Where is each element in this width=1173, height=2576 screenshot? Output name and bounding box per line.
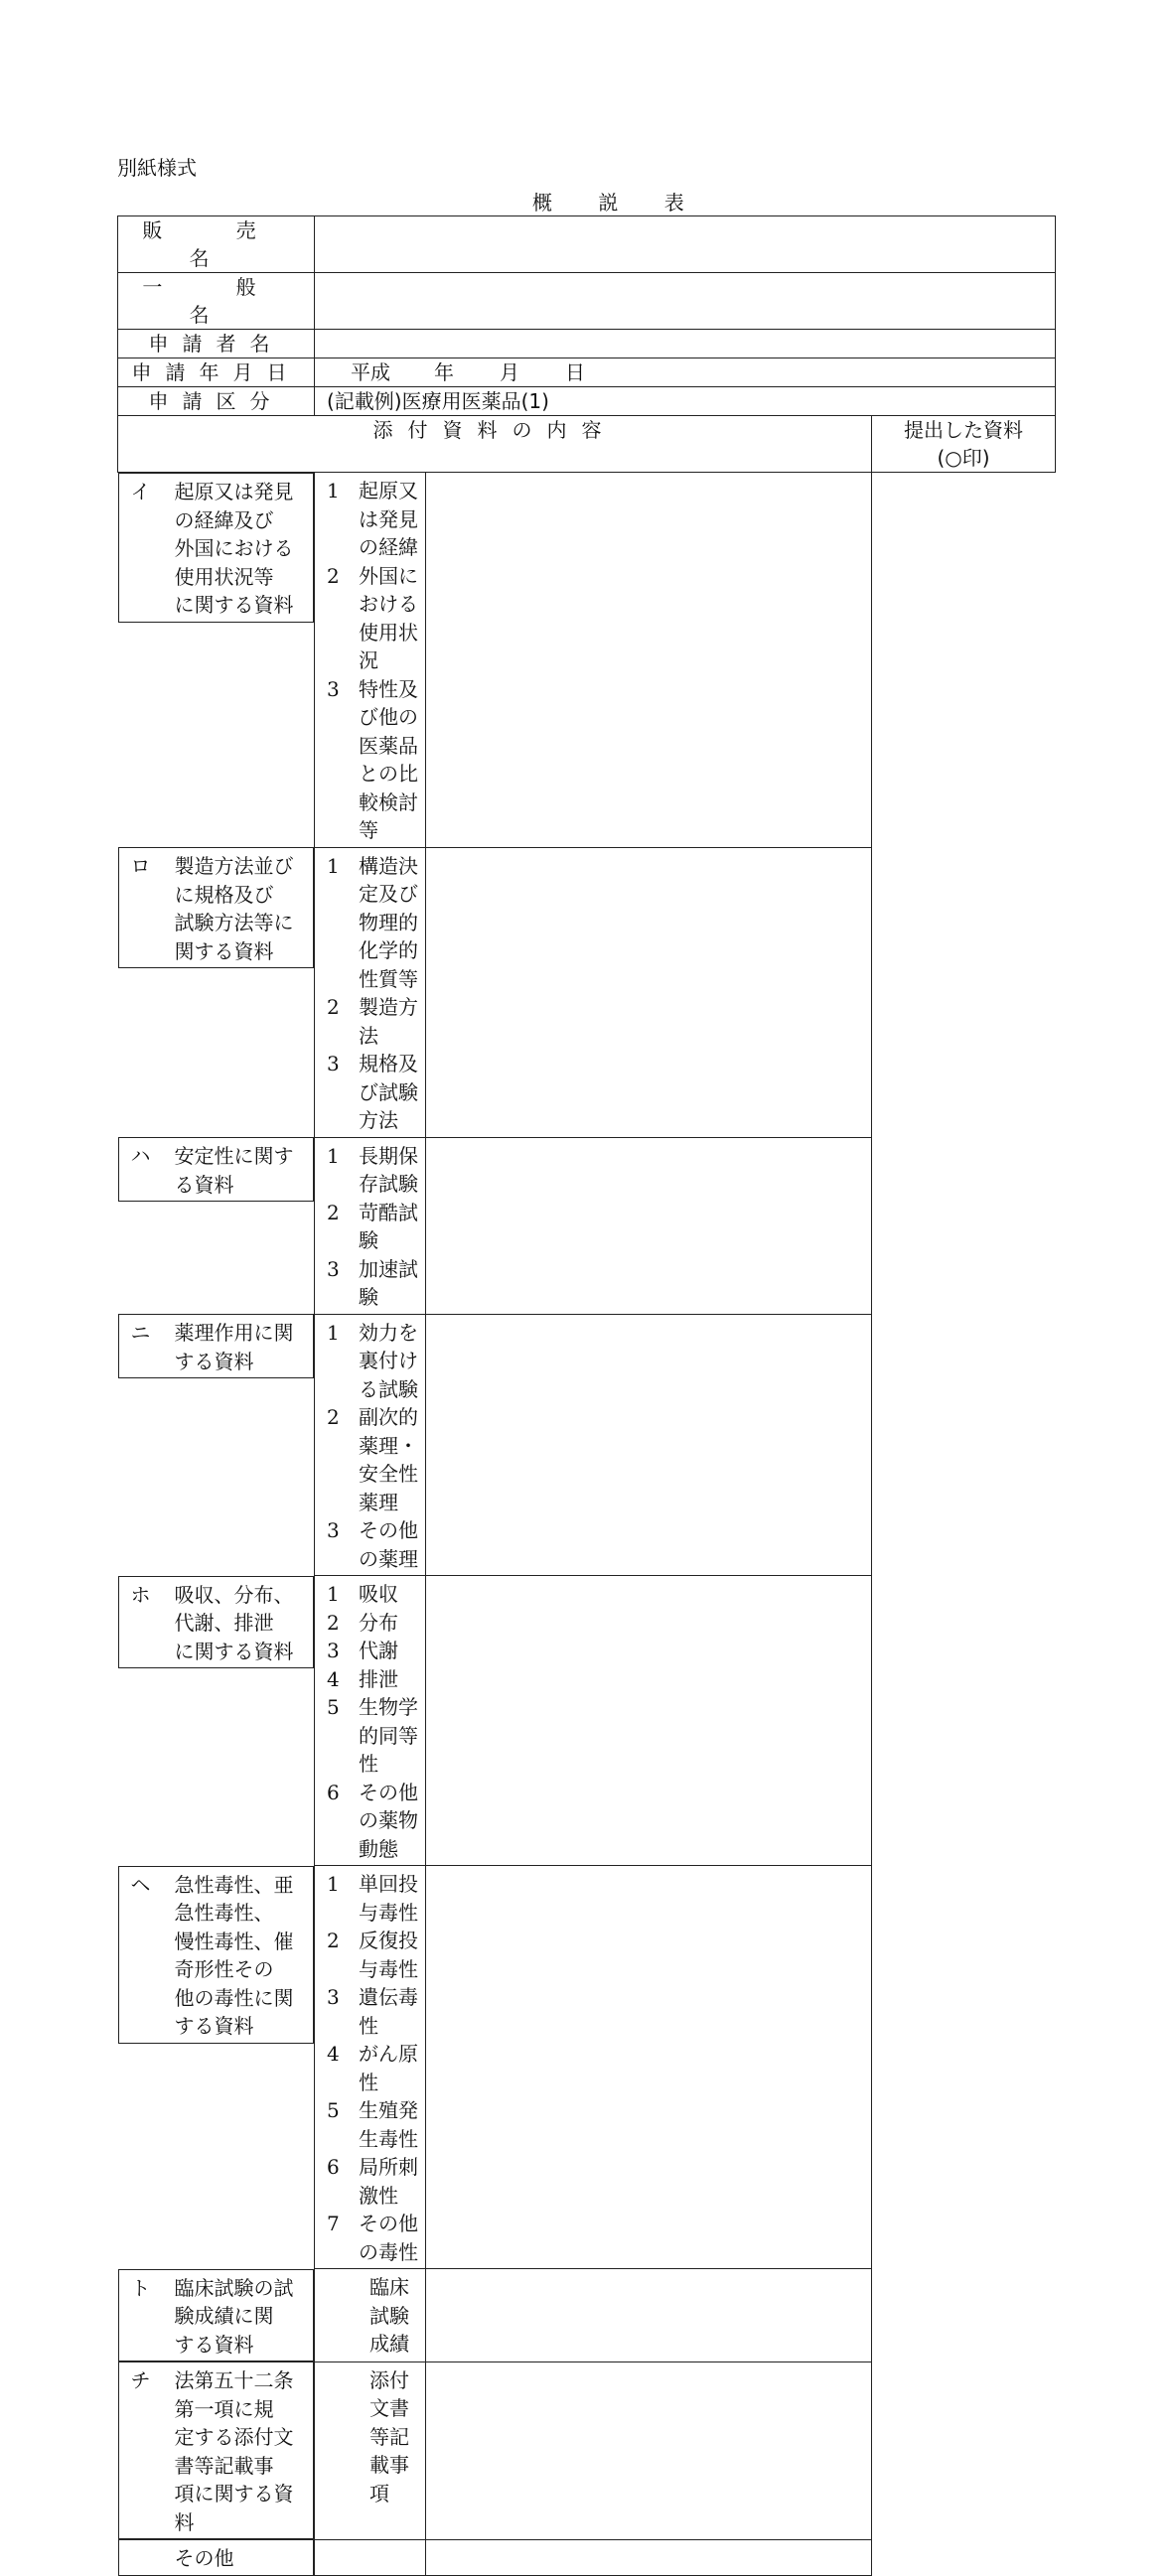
item-number: 2 xyxy=(327,995,340,1019)
item-number: 2 xyxy=(327,1200,340,1224)
item-number: 1 xyxy=(327,1143,340,1168)
list-item xyxy=(327,852,425,994)
category-cell xyxy=(118,2361,315,2539)
item-text: その他の薬物動態 xyxy=(359,1780,418,1861)
item-text: 製造方法 xyxy=(359,995,418,1048)
item-number: 6 xyxy=(327,2155,340,2179)
submitted-mark-cell[interactable] xyxy=(426,2269,872,2362)
list-item xyxy=(327,477,425,562)
category-label: その他 xyxy=(174,2546,234,2570)
item-number: 5 xyxy=(327,2098,340,2122)
submitted-header-line1: 提出した資料 xyxy=(904,418,1023,442)
list-item xyxy=(327,1403,425,1516)
application-category-value: (記載例)医療用医薬品(1) xyxy=(315,387,1056,416)
list-item xyxy=(327,1665,425,1694)
list-item xyxy=(327,1927,425,1983)
list-item xyxy=(327,2366,425,2508)
item-number: 1 xyxy=(327,1320,340,1345)
date-month: 月 xyxy=(500,360,519,384)
item-text: 遺伝毒性 xyxy=(359,1985,418,2038)
application-date-label: 申請年月日 xyxy=(118,358,315,387)
item-text: 特性及び他の医薬品との比較検討等 xyxy=(359,676,418,842)
list-item xyxy=(327,1580,425,1609)
category-letter: チ xyxy=(130,2368,151,2392)
submitted-mark-cell[interactable] xyxy=(426,1866,872,2269)
item-number: 1 xyxy=(327,479,340,502)
attachments-content-header: 添付資料の内容 xyxy=(118,416,872,473)
item-text: 外国における使用状況 xyxy=(359,563,418,672)
submitted-mark-cell[interactable] xyxy=(426,473,872,848)
item-text: 効力を裏付ける試験 xyxy=(359,1320,418,1401)
summary-table xyxy=(117,215,1056,2576)
generic-name-row xyxy=(118,273,1056,330)
category-items xyxy=(315,1576,426,1866)
item-text: 添付文書等記載事項 xyxy=(369,2367,409,2505)
category-letter: ロ xyxy=(130,854,151,878)
category-row xyxy=(118,473,1056,848)
sale-name-label: 販 売 名 xyxy=(118,216,315,273)
item-number: 5 xyxy=(327,1695,340,1719)
item-text: 長期保存試験 xyxy=(359,1143,418,1196)
sale-name-row xyxy=(118,216,1056,273)
category-cell xyxy=(118,473,315,623)
item-number: 2 xyxy=(327,1405,340,1429)
document-title: 概 説 表 xyxy=(532,191,704,215)
item-number: 1 xyxy=(327,853,340,878)
submitted-header-line2: (○印) xyxy=(937,446,990,470)
item-number: 3 xyxy=(327,1256,340,1281)
list-item xyxy=(327,2273,425,2359)
date-era: 平成 xyxy=(351,360,390,384)
item-number: 3 xyxy=(327,1639,340,1662)
item-number: 7 xyxy=(327,2212,340,2235)
item-text: 規格及び試験方法 xyxy=(359,1052,418,1132)
category-label: 急性毒性、亜急性毒性、 慢性毒性、催奇形性その 他の毒性に関する資料 xyxy=(174,1872,294,2038)
item-number: 3 xyxy=(327,1052,340,1075)
generic-name-label: 一 般 名 xyxy=(118,273,315,330)
category-cell xyxy=(118,1137,315,1202)
category-letter: イ xyxy=(130,480,151,503)
submitted-mark-cell[interactable] xyxy=(426,2539,872,2576)
category-items xyxy=(315,847,426,1137)
applicant-value[interactable] xyxy=(315,330,1056,358)
category-cell xyxy=(118,2269,315,2362)
category-label: 臨床試験の試験成績に関 する資料 xyxy=(174,2275,294,2357)
category-letter: ト xyxy=(130,2275,151,2300)
category-row xyxy=(118,1576,1056,1866)
category-row xyxy=(118,2361,1056,2539)
list-item xyxy=(327,562,425,675)
category-items xyxy=(315,2539,426,2576)
item-number: 1 xyxy=(327,1582,340,1606)
item-number: 6 xyxy=(327,1780,340,1804)
item-text: 局所刺激性 xyxy=(359,2155,418,2208)
item-text: その他の薬理 xyxy=(359,1518,418,1571)
category-letter xyxy=(131,2544,175,2573)
category-label: 製造方法並びに規格及び 試験方法等に関する資料 xyxy=(174,854,294,963)
date-day: 日 xyxy=(565,360,585,384)
item-text: 生殖発生毒性 xyxy=(359,2098,418,2151)
application-date-row xyxy=(118,358,1056,387)
list-item xyxy=(327,2210,425,2266)
category-items xyxy=(315,1137,426,1314)
attachments-header-row xyxy=(118,416,1056,473)
item-number: 3 xyxy=(327,1518,340,1542)
list-item xyxy=(327,2153,425,2210)
category-cell xyxy=(118,2539,315,2576)
submitted-mark-cell[interactable] xyxy=(426,847,872,1137)
form-name: 別紙様式 xyxy=(117,156,197,180)
list-item xyxy=(327,993,425,1050)
item-text: 苛酷試験 xyxy=(359,1200,418,1252)
sale-name-value[interactable] xyxy=(315,216,1056,273)
category-row xyxy=(118,2539,1056,2576)
category-items xyxy=(315,1866,426,2269)
submitted-mark-cell[interactable] xyxy=(426,2361,872,2539)
application-category-label: 申請区分 xyxy=(118,387,315,416)
item-text: 単回投与毒性 xyxy=(359,1872,418,1925)
list-item xyxy=(327,1779,425,1864)
item-text: 生物学的同等性 xyxy=(359,1695,418,1776)
generic-name-value[interactable] xyxy=(315,273,1056,330)
category-row xyxy=(118,1137,1056,1314)
category-cell xyxy=(118,1576,315,1669)
date-year: 年 xyxy=(434,360,454,384)
list-item xyxy=(327,1050,425,1135)
item-text: 排泄 xyxy=(359,1666,398,1691)
item-text: 吸収 xyxy=(359,1582,398,1606)
category-label: 法第五十二条第一項に規 定する添付文書等記載事 項に関する資料 xyxy=(174,2368,294,2534)
category-items xyxy=(315,2269,426,2362)
category-row xyxy=(118,1314,1056,1576)
item-number: 2 xyxy=(327,563,340,588)
list-item xyxy=(327,2040,425,2096)
category-items xyxy=(315,2361,426,2539)
category-row xyxy=(118,847,1056,1137)
submitted-header xyxy=(872,416,1056,473)
item-text: 反復投与毒性 xyxy=(359,1929,418,1981)
applicant-label: 申請者名 xyxy=(118,330,315,358)
list-item xyxy=(327,1609,425,1638)
item-text: がん原性 xyxy=(359,2042,418,2094)
applicant-row xyxy=(118,330,1056,358)
item-number: 3 xyxy=(327,676,340,701)
category-cell xyxy=(118,847,315,968)
item-text: 起原又は発見の経緯 xyxy=(359,479,418,559)
application-date-value[interactable] xyxy=(315,358,1056,387)
list-item xyxy=(327,2096,425,2153)
item-text: 代謝 xyxy=(359,1639,398,1662)
submitted-mark-cell[interactable] xyxy=(426,1576,872,1866)
item-number: 3 xyxy=(327,1985,340,2009)
category-cell xyxy=(118,1314,315,1378)
category-row xyxy=(118,2269,1056,2362)
item-number: 2 xyxy=(327,1610,340,1635)
item-text: 分布 xyxy=(359,1610,398,1635)
category-letter: ハ xyxy=(130,1144,151,1168)
category-letter: ヘ xyxy=(130,1872,151,1897)
item-text: 臨床試験成績 xyxy=(369,2275,409,2356)
category-label: 薬理作用に関する資料 xyxy=(174,1321,294,1373)
item-text: その他の毒性 xyxy=(359,2212,418,2264)
category-letter: ホ xyxy=(130,1582,151,1607)
submitted-mark-cell[interactable] xyxy=(426,1137,872,1314)
category-label: 安定性に関する資料 xyxy=(174,1144,294,1197)
item-text: 加速試験 xyxy=(359,1256,418,1309)
category-row xyxy=(118,1866,1056,2269)
item-number: 4 xyxy=(327,2042,340,2066)
category-label: 吸収、分布、代謝、排泄 に関する資料 xyxy=(174,1582,294,1663)
application-category-row xyxy=(118,387,1056,416)
item-number: 2 xyxy=(327,1929,340,1952)
list-item xyxy=(327,1255,425,1312)
category-label: 起原又は発見の経緯及び 外国における使用状況等 に関する資料 xyxy=(174,480,294,617)
list-item xyxy=(327,1693,425,1779)
item-number: 4 xyxy=(327,1666,340,1691)
list-item xyxy=(327,675,425,845)
category-items xyxy=(315,473,426,848)
category-letter: ニ xyxy=(130,1321,151,1345)
item-text: 構造決定及び物理的化学的性質等 xyxy=(359,853,418,991)
list-item xyxy=(327,1983,425,2040)
submitted-mark-cell[interactable] xyxy=(426,1314,872,1576)
list-item xyxy=(327,1142,425,1199)
list-item xyxy=(327,1199,425,1255)
list-item xyxy=(327,1319,425,1404)
category-cell xyxy=(118,1866,315,2044)
category-items xyxy=(315,1314,426,1576)
list-item xyxy=(327,1637,425,1665)
list-item xyxy=(327,1870,425,1927)
item-text: 副次的薬理・安全性薬理 xyxy=(359,1405,418,1514)
list-item xyxy=(327,1516,425,1573)
item-number: 1 xyxy=(327,1872,340,1896)
